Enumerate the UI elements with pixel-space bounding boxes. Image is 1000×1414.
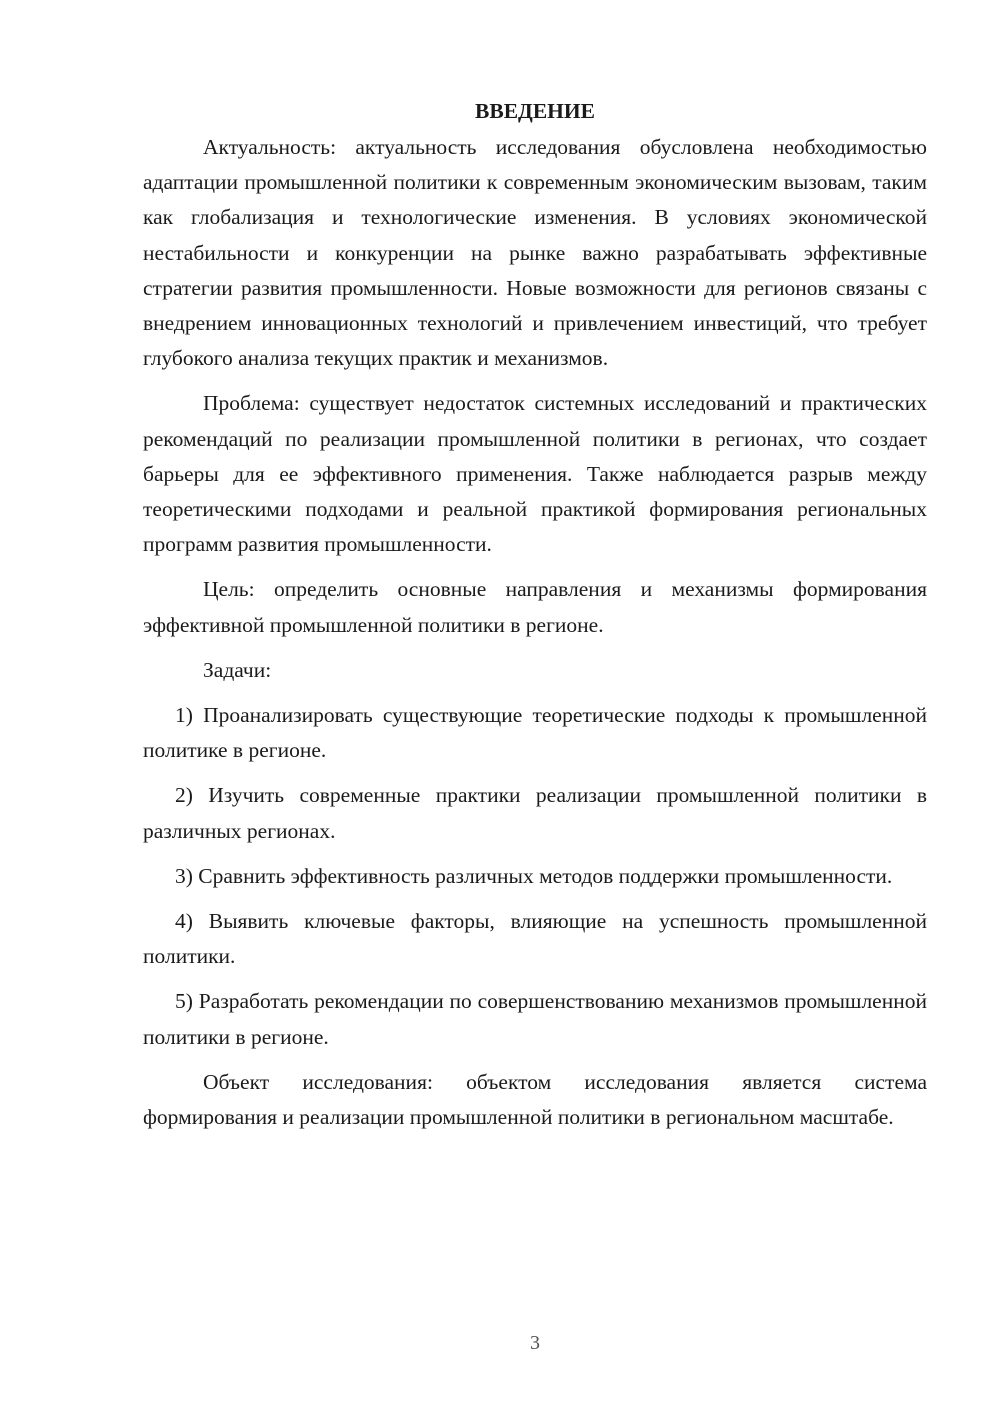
task-item-4: 4) Выявить ключевые факторы, влияющие на успешность промышленной политики. [143, 909, 927, 969]
paragraph-object: Объект исследования: объектом исследования является система формирования и реализации промышленной политики в региональном масштабе. [143, 1069, 927, 1130]
paragraph-goal: Цель: определить основные направления и механизмы формирования эффективной промышленной политики в регионе. [143, 577, 927, 637]
task-item-3: 3) Сравнить эффективность различных методов поддержки промышленности. [175, 863, 893, 888]
task-item-1: 1) Проанализировать существующие теоретические подходы к промышленной политике в регионе. [143, 703, 927, 763]
section-title: ВВЕДЕНИЕ [475, 99, 595, 123]
tasks-label: Задачи: [203, 657, 272, 682]
document-page [143, 94, 927, 1135]
task-item-2: 2) Изучить современные практики реализации промышленной политики в различных регионах. [143, 783, 927, 843]
task-list [143, 698, 927, 1055]
page-number: 3 [530, 1332, 540, 1354]
task-item-5: 5) Разработать рекомендации по совершенствованию механизмов промышленной политики в регионе. [143, 989, 927, 1049]
paragraph-problem: Проблема: существует недостаток системных исследований и практических рекомендаций по реализации промышленной политики в регионах, что создает барьеры для ее эффективного применения. Также наблюдается разрыв между теоретическими подходами и реальной практикой формирования региональных программ развития промышленности. [143, 391, 927, 557]
paragraph-relevance: Актуальность: актуальность исследования обусловлена необходимостью адаптации промышленной политики к современным экономическим вызовам, таким как глобализация и технологические изменения. В условиях экономической нестабильности и конкуренции на рынке важно разрабатывать эффективные стратегии развития промышленности. Новые возможности для регионов связаны с внедрением инновационных технологий и привлечением инвестиций, что требует глубокого анализа текущих практик и механизмов. [143, 135, 927, 371]
